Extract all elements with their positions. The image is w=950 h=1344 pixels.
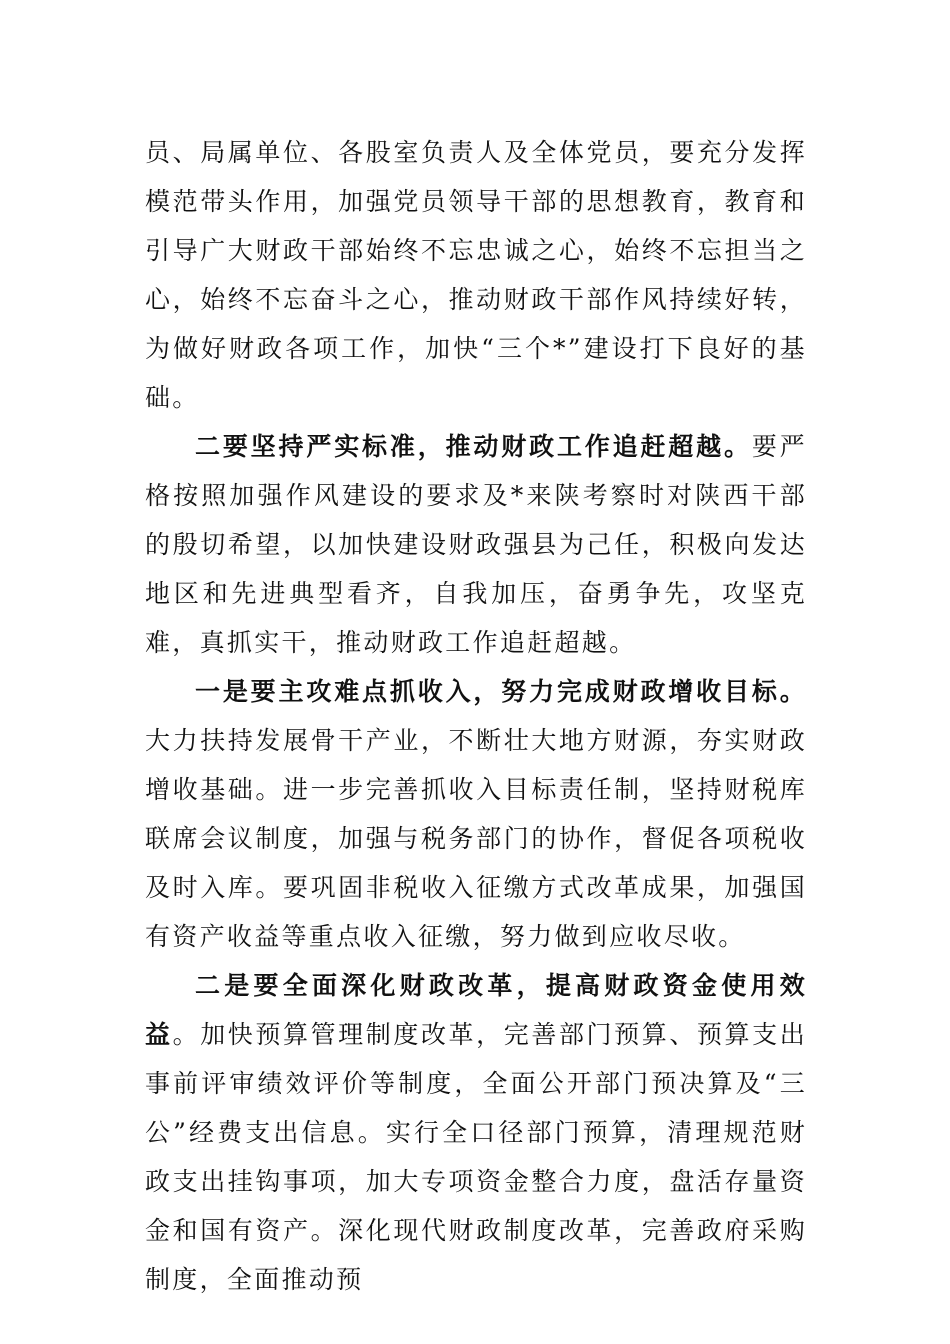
paragraph-4-lead: 二是要全面深化财政改革，提高财政资金使用效益: [145, 971, 807, 1049]
paragraph-1: [145, 128, 807, 422]
paragraph-2: [145, 422, 807, 667]
paragraph-2-text: 要严格按照加强作风建设的要求及*来陕考察时对陕西干部的殷切希望，以加快建设财政强县为己任，积极向发达地区和先进典型看齐，自我加压，奋勇争先，攻坚克难，真抓实干，推动财政工作追赶超越。: [145, 432, 807, 657]
paragraph-1-text: 员、局属单位、各股室负责人及全体党员，要充分发挥模范带头作用，加强党员领导干部的思想教育，教育和引导广大财政干部始终不忘忠诚之心，始终不忘担当之心，始终不忘奋斗之心，推动财政干部作风持续好转，为做好财政各项工作，加快“三个*”建设打下良好的基础。: [145, 138, 807, 412]
document-body: [145, 128, 807, 1304]
paragraph-3-text: 大力扶持发展骨干产业，不断壮大地方财源，夯实财政增收基础。进一步完善抓收入目标责任制，坚持财税库联席会议制度，加强与税务部门的协作，督促各项税收及时入库。要巩固非税收入征缴方式改革成果，加强国有资产收益等重点收入征缴，努力做到应收尽收。: [145, 726, 807, 951]
paragraph-4-text: 。加快预算管理制度改革，完善部门预算、预算支出事前评审绩效评价等制度，全面公开部门预决算及“三公”经费支出信息。实行全口径部门预算，清理规范财政支出挂钩事项，加大专项资金整合力度，盘活存量资金和国有资产。深化现代财政制度改革，完善政府采购制度，全面推动预: [145, 1020, 807, 1294]
paragraph-2-lead: 二要坚持严实标准，推动财政工作追赶超越。: [195, 432, 752, 461]
paragraph-3: [145, 667, 807, 961]
paragraph-3-lead: 一是要主攻难点抓收入，努力完成财政增收目标。: [195, 677, 807, 706]
paragraph-4: [145, 961, 807, 1304]
